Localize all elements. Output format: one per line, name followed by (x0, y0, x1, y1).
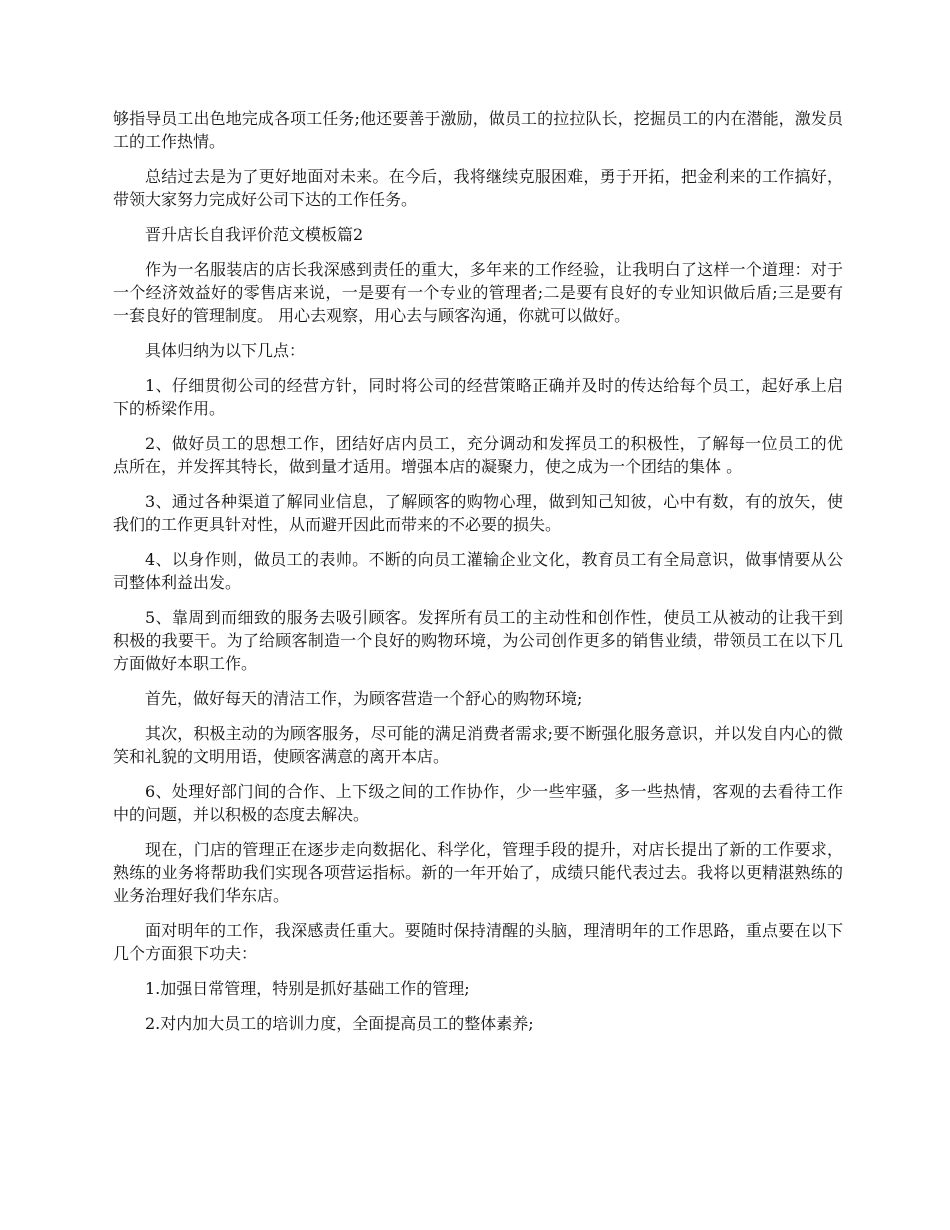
plan-item-1: 1.加强日常管理，特别是抓好基础工作的管理; (145, 979, 470, 998)
paragraph-summary-points: 具体归纳为以下几点： (145, 341, 306, 360)
plan-item-2: 2.对内加大员工的培训力度，全面提高员工的整体素养; (145, 1014, 534, 1033)
paragraph-intro: 作为一名服装店的店长我深感到责任的重大，多年来的工作经验，让我明白了这样一个道理：对于一个经济效益好的零售店来说，一是要有一个专业的管理者;二是要有良好的专业知识做后盾;三是要有一套良好的管理制度。 用心去观察，用心去与顾客沟通，你就可以做好。 (113, 260, 843, 325)
paragraph-summary-future: 总结过去是为了更好地面对未来。在今后，我将继续克服困难，勇于开拓，把金利来的工作搞好，带领大家努力完成好公司下达的工作任务。 (113, 167, 843, 209)
list-item-4: 4、以身作则，做员工的表帅。不断的向员工灌输企业文化，教育员工有全局意识，做事情要从公司整体利益出发。 (113, 550, 843, 592)
section-heading: 晋升店长自我评价范文模板篇2 (145, 225, 364, 244)
paragraph-second: 其次，积极主动的为顾客服务，尽可能的满足消费者需求;要不断强化服务意识，并以发自内心的微笑和礼貌的文明用语，使顾客满意的离开本店。 (113, 724, 843, 766)
list-item-2: 2、做好员工的思想工作，团结好店内员工，充分调动和发挥员工的积极性，了解每一位员工的优点所在，并发挥其特长，做到量才适用。增强本店的凝聚力，使之成为一个团结的集体 。 (113, 434, 843, 476)
paragraph-first: 首先，做好每天的清洁工作，为顾客营造一个舒心的购物环境; (145, 689, 583, 708)
paragraph-continued-motivation: 够指导员工出色地完成各项工任务;他还要善于激励，做员工的拉拉队长，挖掘员工的内在潜能，激发员工的工作热情。 (113, 109, 843, 151)
list-item-1: 1、仔细贯彻公司的经营方针，同时将公司的经营策略正确并及时的传达给每个员工，起好承上启下的桥梁作用。 (113, 376, 843, 418)
document-body (113, 107, 843, 1047)
paragraph-current-status: 现在，门店的管理正在逐步走向数据化、科学化，管理手段的提升，对店长提出了新的工作要求，熟练的业务将帮助我们实现各项营运指标。新的一年开始了，成绩只能代表过去。我将以更精湛熟练的业务治理好我们华东店。 (113, 840, 843, 905)
paragraph-next-year: 面对明年的工作，我深感责任重大。要随时保持清醒的头脑，理清明年的工作思路，重点要在以下几个方面狠下功夫： (113, 921, 843, 963)
list-item-3: 3、通过各种渠道了解同业信息，了解顾客的购物心理，做到知己知彼，心中有数，有的放矢，使我们的工作更具针对性，从而避开因此而带来的不必要的损失。 (113, 492, 843, 534)
list-item-6: 6、处理好部门间的合作、上下级之间的工作协作，少一些牢骚，多一些热情，客观的去看待工作中的问题，并以积极的态度去解决。 (113, 782, 843, 824)
list-item-5: 5、靠周到而细致的服务去吸引顾客。发挥所有员工的主动性和创作性，使员工从被动的让我干到积极的我要干。为了给顾客制造一个良好的购物环境，为公司创作更多的销售业绩，带领员工在以下几方面做好本职工作。 (113, 608, 843, 673)
